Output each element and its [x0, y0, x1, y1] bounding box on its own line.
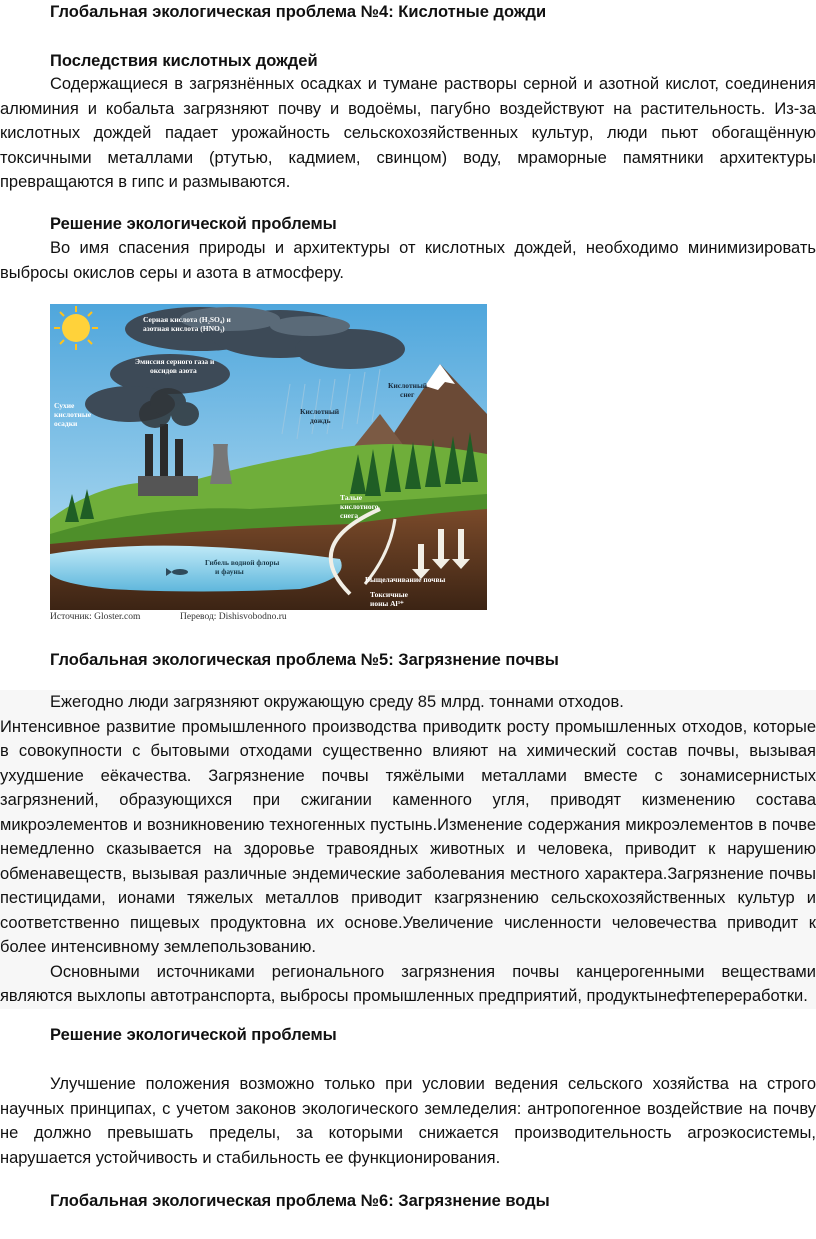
solution4-paragraph [0, 236, 816, 285]
consequences-text: Содержащиеся в загрязнённых осадках и тумане растворы серной и азотной кислот, соединения алюминия и кобальта загрязняют почву и водоёмы, пагубно воздействуют на растительность. Из-за кислотных дождей падает урожайность сельскохозяйственных культур, люди пьют обогащённую токсичными металлами (ртутью, кадмием, свинцом) воду, мраморные памятники архитектуры превращаются в гипс и размываются. [0, 75, 816, 191]
label-melt-1: Талые [340, 493, 363, 502]
label-snow-1: Кислотный [388, 381, 428, 390]
label-dry-2: кислотные [54, 410, 92, 419]
solution5-paragraph [0, 1072, 816, 1170]
label-acids-1: Серная кислота (H₂SO₄) и [143, 315, 231, 324]
consequences-paragraph [0, 72, 816, 195]
soil-pollution-paragraphs [0, 690, 816, 1009]
label-melt-3: снега [340, 511, 359, 520]
label-emission-1: Эмиссия серного газа и [135, 357, 215, 366]
label-melt-2: кислотного [340, 502, 379, 511]
label-rain-2: дождь [310, 416, 331, 425]
label-snow-2: снег [400, 390, 415, 399]
label-rain-1: Кислотный [300, 407, 340, 416]
section5-title: Глобальная экологическая проблема №5: Загрязнение почвы [50, 651, 559, 669]
consequences-heading: Последствия кислотных дождей [50, 52, 318, 70]
section6-title: Глобальная экологическая проблема №6: Загрязнение воды [50, 1192, 550, 1210]
figure-translation: Перевод: Dishisvobodno.ru [180, 612, 287, 622]
label-toxic-2: ионы Al³⁺ [370, 599, 404, 608]
solution5-heading: Решение экологической проблемы [50, 1026, 337, 1044]
label-toxic-1: Токсичные [370, 590, 408, 599]
label-dry-3: осадки [54, 419, 78, 428]
acid-rain-illustration [50, 304, 487, 610]
soil-p2: Интенсивное развитие промышленного производства приводитк росту промышленных отходов, которые в совокупности с бытовыми отходами существенно влияют на химический состав почвы, вызывая ухудшение еёкачества. Загрязнение почвы тяжёлыми металлами вместе с зонамисернистых загрязнений, образующихся при сжигании каменного угля, приводят кизменению состава микроэлементов и возникновению техногенных пустынь.Изменение содержания микроэлементов в почве немедленно сказывается на здоровье травоядных животных и человека, приводит к нарушению обменавеществ, вызывая различные эндемические заболевания местного характера.Загрязнение почвы пестицидами, ионами тяжелых металлов приводит кзагрязнению сельскохозяйственных культур и соответственно пищевых продуктовна их основе.Увеличение численности человечества приводит к более интенсивному землепользованию. [0, 717, 816, 956]
solution4-heading: Решение экологической проблемы [50, 215, 337, 233]
soil-p1: Ежегодно люди загрязняют окружающую среду 85 млрд. тоннами отходов. [50, 693, 624, 711]
figure-source: Источник: Gloster.com [50, 612, 141, 622]
solution5-text: Улучшение положения возможно только при условии ведения сельского хозяйства на строго научных принципах, с учетом законов экологического земледелия: антропогенное воздействие на почву не должно превышать пределы, за которыми снижается производительность агроэкосистемы, нарушается устойчивость и стабильность ее функционирования. [0, 1075, 816, 1167]
label-dry-1: Сухие [54, 401, 75, 410]
label-emission-2: оксидов азота [150, 366, 197, 375]
label-acids-2: азотная кислота (HNO₃) [143, 324, 225, 333]
solution4-text: Во имя спасения природы и архитектуры от кислотных дождей, необходимо минимизировать выбросы окислов серы и азота в атмосферу. [0, 239, 816, 282]
label-leach: Выщелачивание почвы [365, 575, 446, 584]
label-death-1: Гибель водной флоры [205, 558, 280, 567]
label-death-2: и фауны [215, 567, 244, 576]
section4-title: Глобальная экологическая проблема №4: Кислотные дожди [50, 3, 547, 21]
soil-p3: Основными источниками регионального загрязнения почвы канцерогенными веществами являются выхлопы автотранспорта, выбросы промышленных предприятий, продуктынефтепереработки. [0, 962, 816, 1005]
